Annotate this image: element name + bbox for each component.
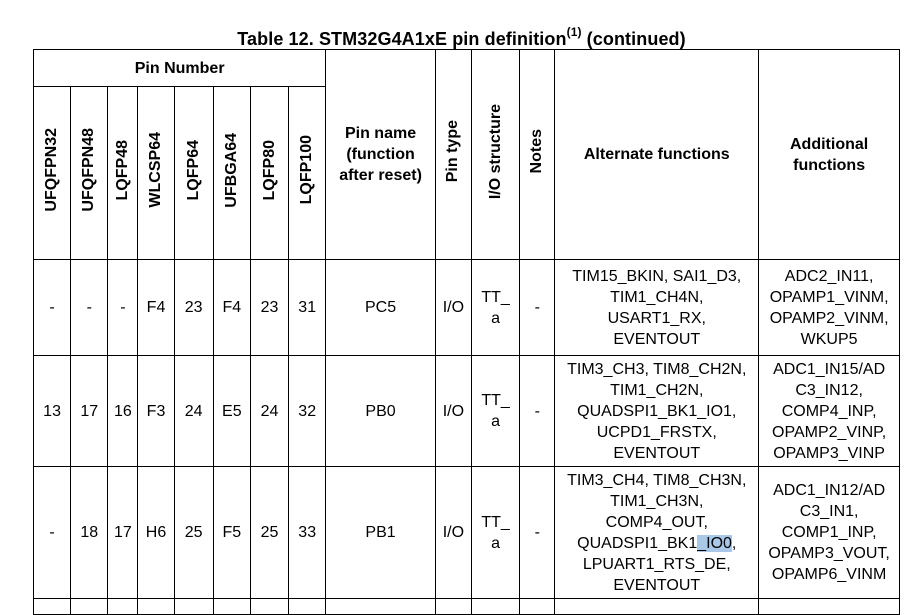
additional-functions-header: Additional functions xyxy=(759,50,900,260)
pin-type-header: Pin type xyxy=(435,50,471,260)
pin-cell: - xyxy=(34,467,71,599)
pin-cell: E5 xyxy=(213,356,250,467)
additional-functions-cell: ADC1_IN12/AD C3_IN1, COMP1_INP, OPAMP3_VOUT, OPAMP6_VINM xyxy=(759,467,900,599)
pin-cell: 25 xyxy=(174,467,213,599)
pin-cell: H6 xyxy=(138,467,174,599)
pin-cell: - xyxy=(108,260,138,356)
pin-cell: - xyxy=(71,260,108,356)
package-header-lqfp100: LQFP100 xyxy=(289,87,326,260)
table-row-pb1 xyxy=(34,467,900,599)
pin-cell: 32 xyxy=(289,356,326,467)
package-header-ufqfpn48: UFQFPN48 xyxy=(71,87,108,260)
alternate-functions-cell: TIM3_CH4, TIM8_CH3N, TIM1_CH3N, COMP4_OUT, QUADSPI1_BK1_IO0, LPUART1_RTS_DE, EVENTOUT xyxy=(555,467,759,599)
pin-cell: 18 xyxy=(71,467,108,599)
package-header-lqfp64: LQFP64 xyxy=(174,87,213,260)
additional-functions-cell: ADC1_IN15/AD C3_IN12, COMP4_INP, OPAMP2_VINP, OPAMP3_VINP xyxy=(759,356,900,467)
package-header-ufbga64: UFBGA64 xyxy=(213,87,250,260)
io-structure-cell: TT_ a xyxy=(471,260,519,356)
pin-cell: 33 xyxy=(289,467,326,599)
pin-name-cell: PB1 xyxy=(326,467,435,599)
notes-cell: - xyxy=(520,467,555,599)
footnote-ref[interactable]: (1) xyxy=(566,25,582,39)
io-structure-cell: TT_ a xyxy=(471,467,519,599)
pin-cell: 16 xyxy=(108,356,138,467)
pin-cell: 17 xyxy=(71,356,108,467)
table-row-pb0 xyxy=(34,356,900,467)
pin-cell: 13 xyxy=(34,356,71,467)
package-header-lqfp48: LQFP48 xyxy=(108,87,138,260)
pin-name-cell: PC5 xyxy=(326,260,435,356)
pin-cell: 23 xyxy=(174,260,213,356)
pin-cell: 24 xyxy=(250,356,288,467)
package-header-lqfp80: LQFP80 xyxy=(250,87,288,260)
table-title xyxy=(0,22,923,51)
notes-header: Notes xyxy=(520,50,555,260)
pin-cell: 23 xyxy=(250,260,288,356)
pin-cell: 31 xyxy=(289,260,326,356)
alternate-functions-cell: TIM3_CH3, TIM8_CH2N, TIM1_CH2N, QUADSPI1_BK1_IO1, UCPD1_FRSTX, EVENTOUT xyxy=(555,356,759,467)
package-header-ufqfpn32: UFQFPN32 xyxy=(34,87,71,260)
text-selection[interactable]: _IO0 xyxy=(697,534,732,552)
io-structure-header: I/O structure xyxy=(471,50,519,260)
pin-type-cell: I/O xyxy=(435,260,471,356)
pin-cell: 24 xyxy=(174,356,213,467)
highlighted-line[interactable]: QUADSPI1_BK1_IO0, xyxy=(577,534,737,552)
pin-definition-table xyxy=(33,49,900,615)
alternate-functions-header: Alternate functions xyxy=(555,50,759,260)
notes-cell: - xyxy=(520,356,555,467)
table-row-pc5 xyxy=(34,260,900,356)
pin-cell: F3 xyxy=(138,356,174,467)
notes-cell: - xyxy=(520,260,555,356)
pin-cell: 17 xyxy=(108,467,138,599)
pin-name-header: Pin name (function after reset) xyxy=(326,50,435,260)
pin-cell: 25 xyxy=(250,467,288,599)
pin-name-cell: PB0 xyxy=(326,356,435,467)
pin-number-header: Pin Number xyxy=(34,50,326,87)
table-row-partial xyxy=(34,599,900,615)
additional-functions-cell: ADC2_IN11, OPAMP1_VINM, OPAMP2_VINM, WKUP5 xyxy=(759,260,900,356)
pin-cell: F4 xyxy=(213,260,250,356)
io-structure-cell: TT_ a xyxy=(471,356,519,467)
package-header-wlcsp64: WLCSP64 xyxy=(138,87,174,260)
pin-cell: F5 xyxy=(213,467,250,599)
pin-type-cell: I/O xyxy=(435,356,471,467)
pin-type-cell: I/O xyxy=(435,467,471,599)
table-title-text: Table 12. STM32G4A1xE pin definition xyxy=(237,29,567,49)
table-title-suffix: (continued) xyxy=(581,29,686,49)
pin-cell: F4 xyxy=(138,260,174,356)
header-row-1 xyxy=(34,50,900,87)
pin-cell: - xyxy=(34,260,71,356)
alternate-functions-cell: TIM15_BKIN, SAI1_D3, TIM1_CH4N, USART1_RX, EVENTOUT xyxy=(555,260,759,356)
